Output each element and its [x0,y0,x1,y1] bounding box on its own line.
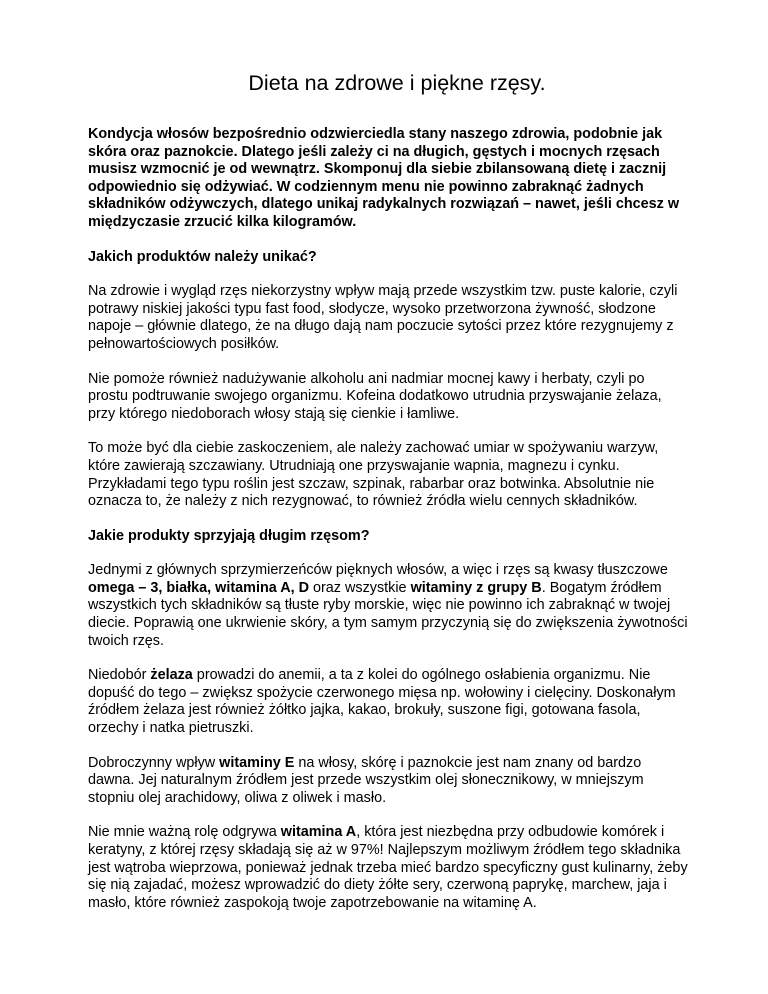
text-run: , która jest niezbędna przy odbudowie komórek i keratyny, z której rzęsy składają się aż w 97%! Najlepszym możliwym źródłem tego składnika jest wątroba wieprzowa, ponieważ jednak trzeba mieć bardzo specyficzny gust kulinarny, żeby się nią zajadać, możesz wprowadzić do diety żółte sery, czerwoną paprykę, marchew, jaja i masło, które również zaspokoją twoje zapotrzebowanie na witaminę A. [88,824,688,911]
bold-vitamin-b: witaminy z grupy B [410,579,542,596]
beneficial-paragraph-2 [88,667,688,737]
beneficial-paragraph-1 [88,562,688,650]
bold-nutrients: omega – 3, białka, witamina A, D [88,579,309,596]
document-title: Dieta na zdrowe i piękne rzęsy. [248,71,546,95]
text-run: Niedobór [88,667,151,684]
document-page [88,70,688,929]
avoid-paragraph-2: Nie pomoże również nadużywanie alkoholu ani nadmiar mocnej kawy i herbaty, czyli po prostu podtruwanie swojego organizmu. Kofeina dodatkowo utrudnia przyswajanie żelaza, przy którego niedoborach włosy stają się cienkie i łamliwe. [88,370,662,422]
bold-vitamin-e: witaminy E [219,754,295,771]
text-run: na włosy, skórę i paznokcie jest nam znany od bardzo dawna. Jej naturalnym źródłem jest przede wszystkim olej słonecznikowy, w mniejszym stopniu olej arachidowy, oliwa z oliwek i masło. [88,754,644,806]
text-run: Nie mnie ważną rolę odgrywa [88,824,281,841]
text-run: . Bogatym źródłem wszystkich tych składników są tłuste ryby morskie, więc nie powinno ich zabraknąć w twojej diecie. Poprawią one ukrwienie skóry, a tym samym przyczynią się do zwiększenia żywotności twoich rzęs. [88,579,688,649]
avoid-paragraph-3: To może być dla ciebie zaskoczeniem, ale należy zachować umiar w spożywaniu warzyw, które zawierają szczawiany. Utrudniają one przyswajanie wapnia, magnezu i cynku. Przykładami tego typu roślin jest szczaw, szpinak, rabarbar oraz botwinka. Absolutnie nie oznacza to, że należy z nich rezygnować, to również źródła wielu cennych składników. [88,440,659,510]
bold-iron: żelaza [150,667,193,684]
text-run: oraz wszystkie [309,579,411,596]
text-run: Dobroczynny wpływ [88,754,220,771]
bold-vitamin-a: witamina A [280,824,357,841]
intro-paragraph: Kondycja włosów bezpośrednio odzwierciedla stany naszego zdrowia, podobnie jak skóra oraz paznokcie. Dlatego jeśli zależy ci na długich, gęstych i mocnych rzęsach musisz wzmocnić je od wewnątrz. Skomponuj dla siebie zbilansowaną dietę i zacznij odpowiednio się odżywiać. W codziennym menu nie powinno zabraknąć żadnych składników odżywczych, dlatego unikaj radykalnych rozwiązań – nawet, jeśli chcesz w międzyczasie zrzucić kilka kilogramów. [88,126,680,230]
section-heading-avoid: Jakich produktów należy unikać? [88,248,317,265]
text-run: prowadzi do anemii, a ta z kolei do ogólnego osłabienia organizmu. Nie dopuść do tego – zwiększ spożycie czerwonego mięsa np. wołowiny i cielęciny. Doskonałym źródłem żelaza jest również żółtko jajka, kakao, brokuły, suszone figi, gotowana fasola, orzechy i natka pietruszki. [88,667,676,737]
section-heading-beneficial: Jakie produkty sprzyjają długim rzęsom? [88,527,370,544]
beneficial-paragraph-3 [88,755,688,808]
text-run: Jednymi z głównych sprzymierzeńców pięknych włosów, a więc i rzęs są kwasy tłuszczowe [88,562,668,579]
beneficial-paragraph-4 [88,824,688,912]
avoid-paragraph-1: Na zdrowie i wygląd rzęs niekorzystny wpływ mają przede wszystkim tzw. puste kalorie, czyli potrawy niskiej jakości typu fast food, słodycze, wysoko przetworzona żywność, słodzone napoje – głównie dlatego, że na długo dają nam poczucie sytości przez które rezygnujemy z pełnowartościowych posiłków. [88,283,678,352]
